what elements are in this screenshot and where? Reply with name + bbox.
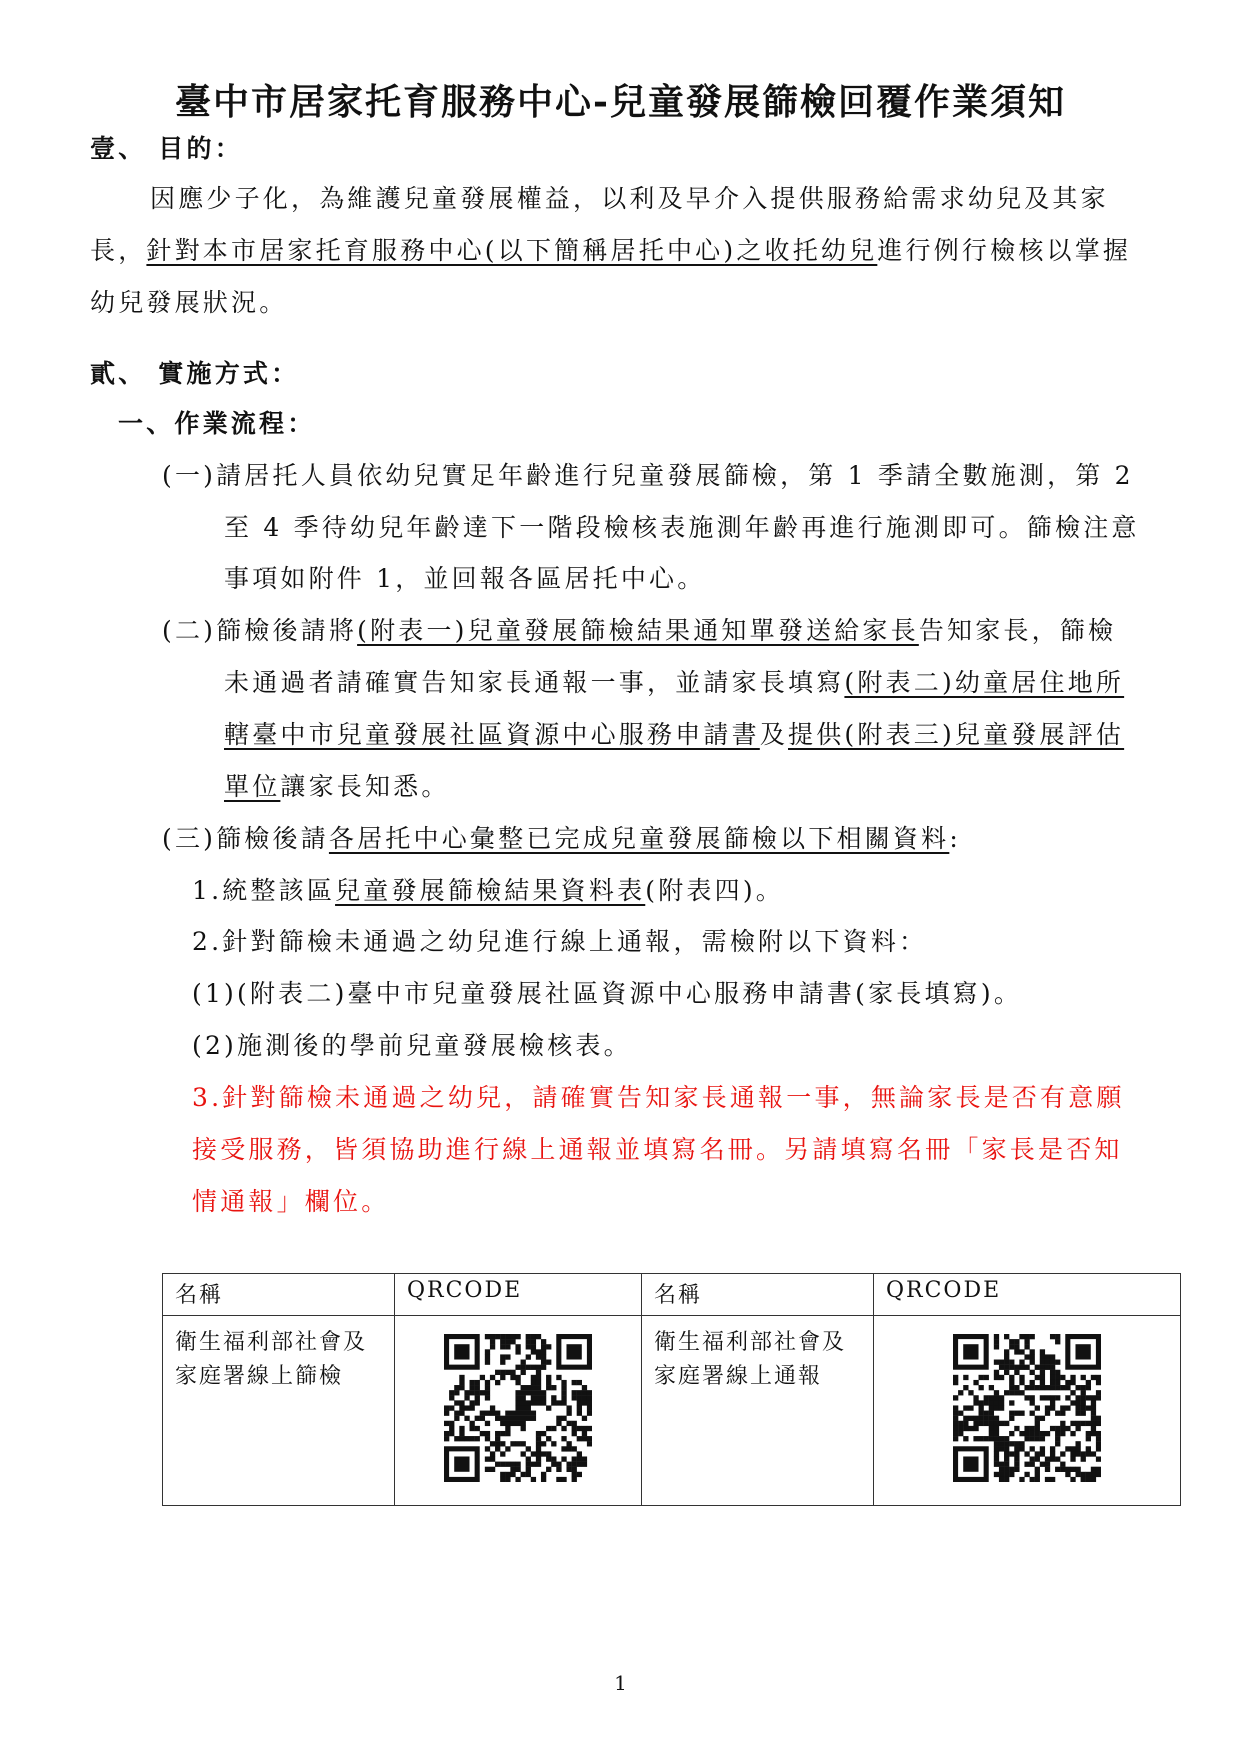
red-notice-line-3: 情通報」欄位。 bbox=[192, 1187, 390, 1216]
item-3-sub-1 bbox=[192, 874, 784, 908]
item-3-sub-2: 2.針對篩檢未通過之幼兒進行線上通報，需檢附以下資料： bbox=[192, 927, 928, 956]
item-3-underlined-text: 兒童發展篩檢結果資料表 bbox=[335, 876, 646, 905]
item-2-underlined-text: 單位 bbox=[224, 772, 281, 801]
item-3-underlined-text: 各居托中心彙整已完成兒童發展篩檢以下相關資料 bbox=[328, 824, 950, 853]
section-1-text: 進行例行檢核以掌握 bbox=[877, 236, 1132, 265]
online-report-qr-cell bbox=[874, 1316, 1181, 1506]
section-1-heading: 壹、 目的： bbox=[90, 134, 243, 163]
header-qrcode-1: QRCODE bbox=[395, 1274, 642, 1316]
item-3-text: 1.統整該區 bbox=[192, 876, 336, 905]
document-title: 臺中市居家托育服務中心-兒童發展篩檢回覆作業須知 bbox=[175, 81, 1066, 123]
subsection-heading: 一、作業流程： bbox=[118, 409, 316, 438]
item-2-text: (二)篩檢後請將 bbox=[162, 616, 358, 645]
name-line: 家庭署線上通報 bbox=[654, 1364, 823, 1389]
online-screening-qr-cell bbox=[395, 1316, 642, 1506]
item-2-line-4 bbox=[224, 770, 450, 804]
qr-code-icon[interactable] bbox=[444, 1334, 592, 1488]
item-3-text: : bbox=[949, 824, 961, 853]
red-notice-line-1: 3.針對篩檢未通過之幼兒，請確實告知家長通報一事，無論家長是否有意願 bbox=[192, 1083, 1125, 1112]
item-2-text: 告知家長，篩檢 bbox=[918, 616, 1117, 645]
item-2-underlined-text: (附表一)兒童發展篩檢結果通知單發送給家長 bbox=[357, 616, 919, 645]
section-1-line-1: 因應少子化，為維護兒童發展權益，以利及早介入提供服務給需求幼兒及其家 bbox=[150, 184, 1109, 213]
item-2-line-1 bbox=[162, 614, 1116, 648]
name-line: 衛生福利部社會及 bbox=[175, 1330, 368, 1355]
item-1-line-2: 至 4 季待幼兒年齡達下一階段檢核表施測年齡再進行施測即可。篩檢注意 bbox=[224, 513, 1140, 542]
item-2-text: 未通過者請確實告知家長通報一事，並請家長填寫 bbox=[224, 668, 845, 697]
item-3-line-1 bbox=[162, 822, 961, 856]
section-1-line-2 bbox=[90, 234, 1131, 268]
header-qrcode-2: QRCODE bbox=[874, 1274, 1181, 1316]
item-1-line-1: (一)請居托人員依幼兒實足年齡進行兒童發展篩檢，第 1 季請全數施測，第 2 bbox=[162, 461, 1134, 490]
item-2-underlined-text: (附表二)幼童居住地所 bbox=[844, 668, 1125, 697]
item-2-text: 及 bbox=[759, 720, 789, 749]
item-2-text: 讓家長知悉。 bbox=[280, 772, 450, 801]
item-2-line-3 bbox=[224, 718, 1124, 752]
section-1-text: 長， bbox=[90, 236, 147, 265]
red-notice-line-2: 接受服務，皆須協助進行線上通報並填寫名冊。另請填寫名冊「家長是否知 bbox=[192, 1135, 1123, 1164]
name-line: 家庭署線上篩檢 bbox=[175, 1364, 344, 1389]
page-number: 1 bbox=[614, 1671, 627, 1695]
item-2-underlined-text: 轄臺中市兒童發展社區資源中心服務申請書 bbox=[224, 720, 760, 749]
section-1-line-3: 幼兒發展狀況。 bbox=[90, 288, 288, 317]
qr-code-table bbox=[162, 1273, 1181, 1506]
item-2-underlined-text: 提供(附表三)兒童發展評估 bbox=[788, 720, 1125, 749]
section-1-underlined-text: 針對本市居家托育服務中心(以下簡稱居托中心)之收托幼兒 bbox=[146, 236, 878, 265]
qr-code-icon[interactable] bbox=[953, 1334, 1101, 1488]
table-row bbox=[163, 1316, 1181, 1506]
item-3-sub-4: (2)施測後的學前兒童發展檢核表。 bbox=[192, 1031, 632, 1060]
header-name-2: 名稱 bbox=[642, 1274, 874, 1316]
item-3-text: (附表四)。 bbox=[645, 876, 784, 905]
item-1-line-3: 事項如附件 1，並回報各區居托中心。 bbox=[224, 564, 706, 593]
section-2-heading: 貳、 實施方式： bbox=[90, 359, 300, 388]
online-report-name bbox=[642, 1316, 874, 1506]
item-2-line-2 bbox=[224, 666, 1124, 700]
item-3-text: (三)篩檢後請 bbox=[162, 824, 329, 853]
table-header-row bbox=[163, 1274, 1181, 1316]
item-3-sub-3: (1)(附表二)臺中市兒童發展社區資源中心服務申請書(家長填寫)。 bbox=[192, 979, 1023, 1008]
online-screening-name bbox=[163, 1316, 395, 1506]
name-line: 衛生福利部社會及 bbox=[654, 1330, 847, 1355]
header-name-1: 名稱 bbox=[163, 1274, 395, 1316]
